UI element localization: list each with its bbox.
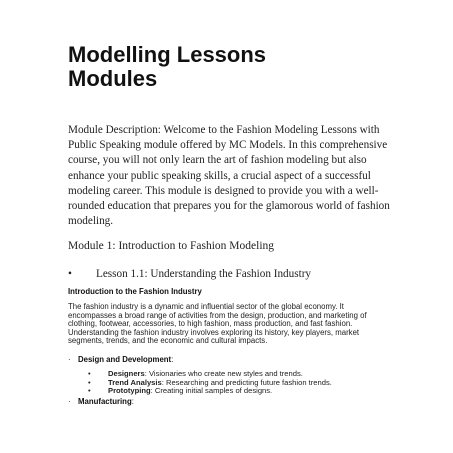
list-item <box>88 387 332 396</box>
title-line-2: Modules <box>68 66 158 91</box>
bullet-icon: • <box>88 386 91 395</box>
subsection-heading: Manufacturing <box>78 397 132 406</box>
list-item-term: Prototyping <box>108 386 151 395</box>
bullet-icon: • <box>88 377 91 387</box>
list-item-term: Trend Analysis <box>108 377 162 387</box>
subsection-design <box>68 355 173 364</box>
bullet-icon: • <box>68 268 72 280</box>
design-list <box>88 370 332 396</box>
subsection-colon: : <box>171 355 174 364</box>
lesson-label: Lesson 1.1: Understanding the Fashion Industry <box>96 268 312 280</box>
bullet-icon: • <box>88 369 91 378</box>
dot-icon: · <box>68 397 71 406</box>
dot-icon: · <box>68 355 71 364</box>
section-heading: Introduction to the Fashion Industry <box>68 287 202 296</box>
subsection-manufacturing <box>68 397 134 406</box>
subsection-heading: Design and Development <box>78 355 172 364</box>
intro-paragraph: The fashion industry is a dynamic and influential sector of the global economy. It encompasses a broad range of activities from the design, production, and marketing of clothing, footwear, accessories, to high fashion, mass production, and fast fashion. Understanding the fashion industry involves exploring its history, key players, market segments, trends, and the economic and cultural impacts. <box>68 302 367 346</box>
subsection-colon: : <box>131 397 134 406</box>
module-heading: Module 1: Introduction to Fashion Modeling <box>68 240 275 252</box>
list-item-term: Designers <box>108 369 145 378</box>
page-title <box>68 43 388 91</box>
title-line-1: Modelling Lessons <box>68 42 267 67</box>
module-description: Module Description: Welcome to the Fashion Modeling Lessons with Public Speaking module offered by MC Models. In this comprehensive course, you will not only learn the art of fashion modeling but also enhance your public speaking skills, a crucial aspect of a successful modeling career. This module is designed to provide you with a well-rounded education that prepares you for the glamorous world of fashion modeling. <box>68 124 390 228</box>
list-item-text: : Visionaries who create new styles and trends. <box>144 369 303 378</box>
list-item-text: : Creating initial samples of designs. <box>150 386 273 395</box>
list-item-text: : Researching and predicting future fashion trends. <box>161 377 332 387</box>
